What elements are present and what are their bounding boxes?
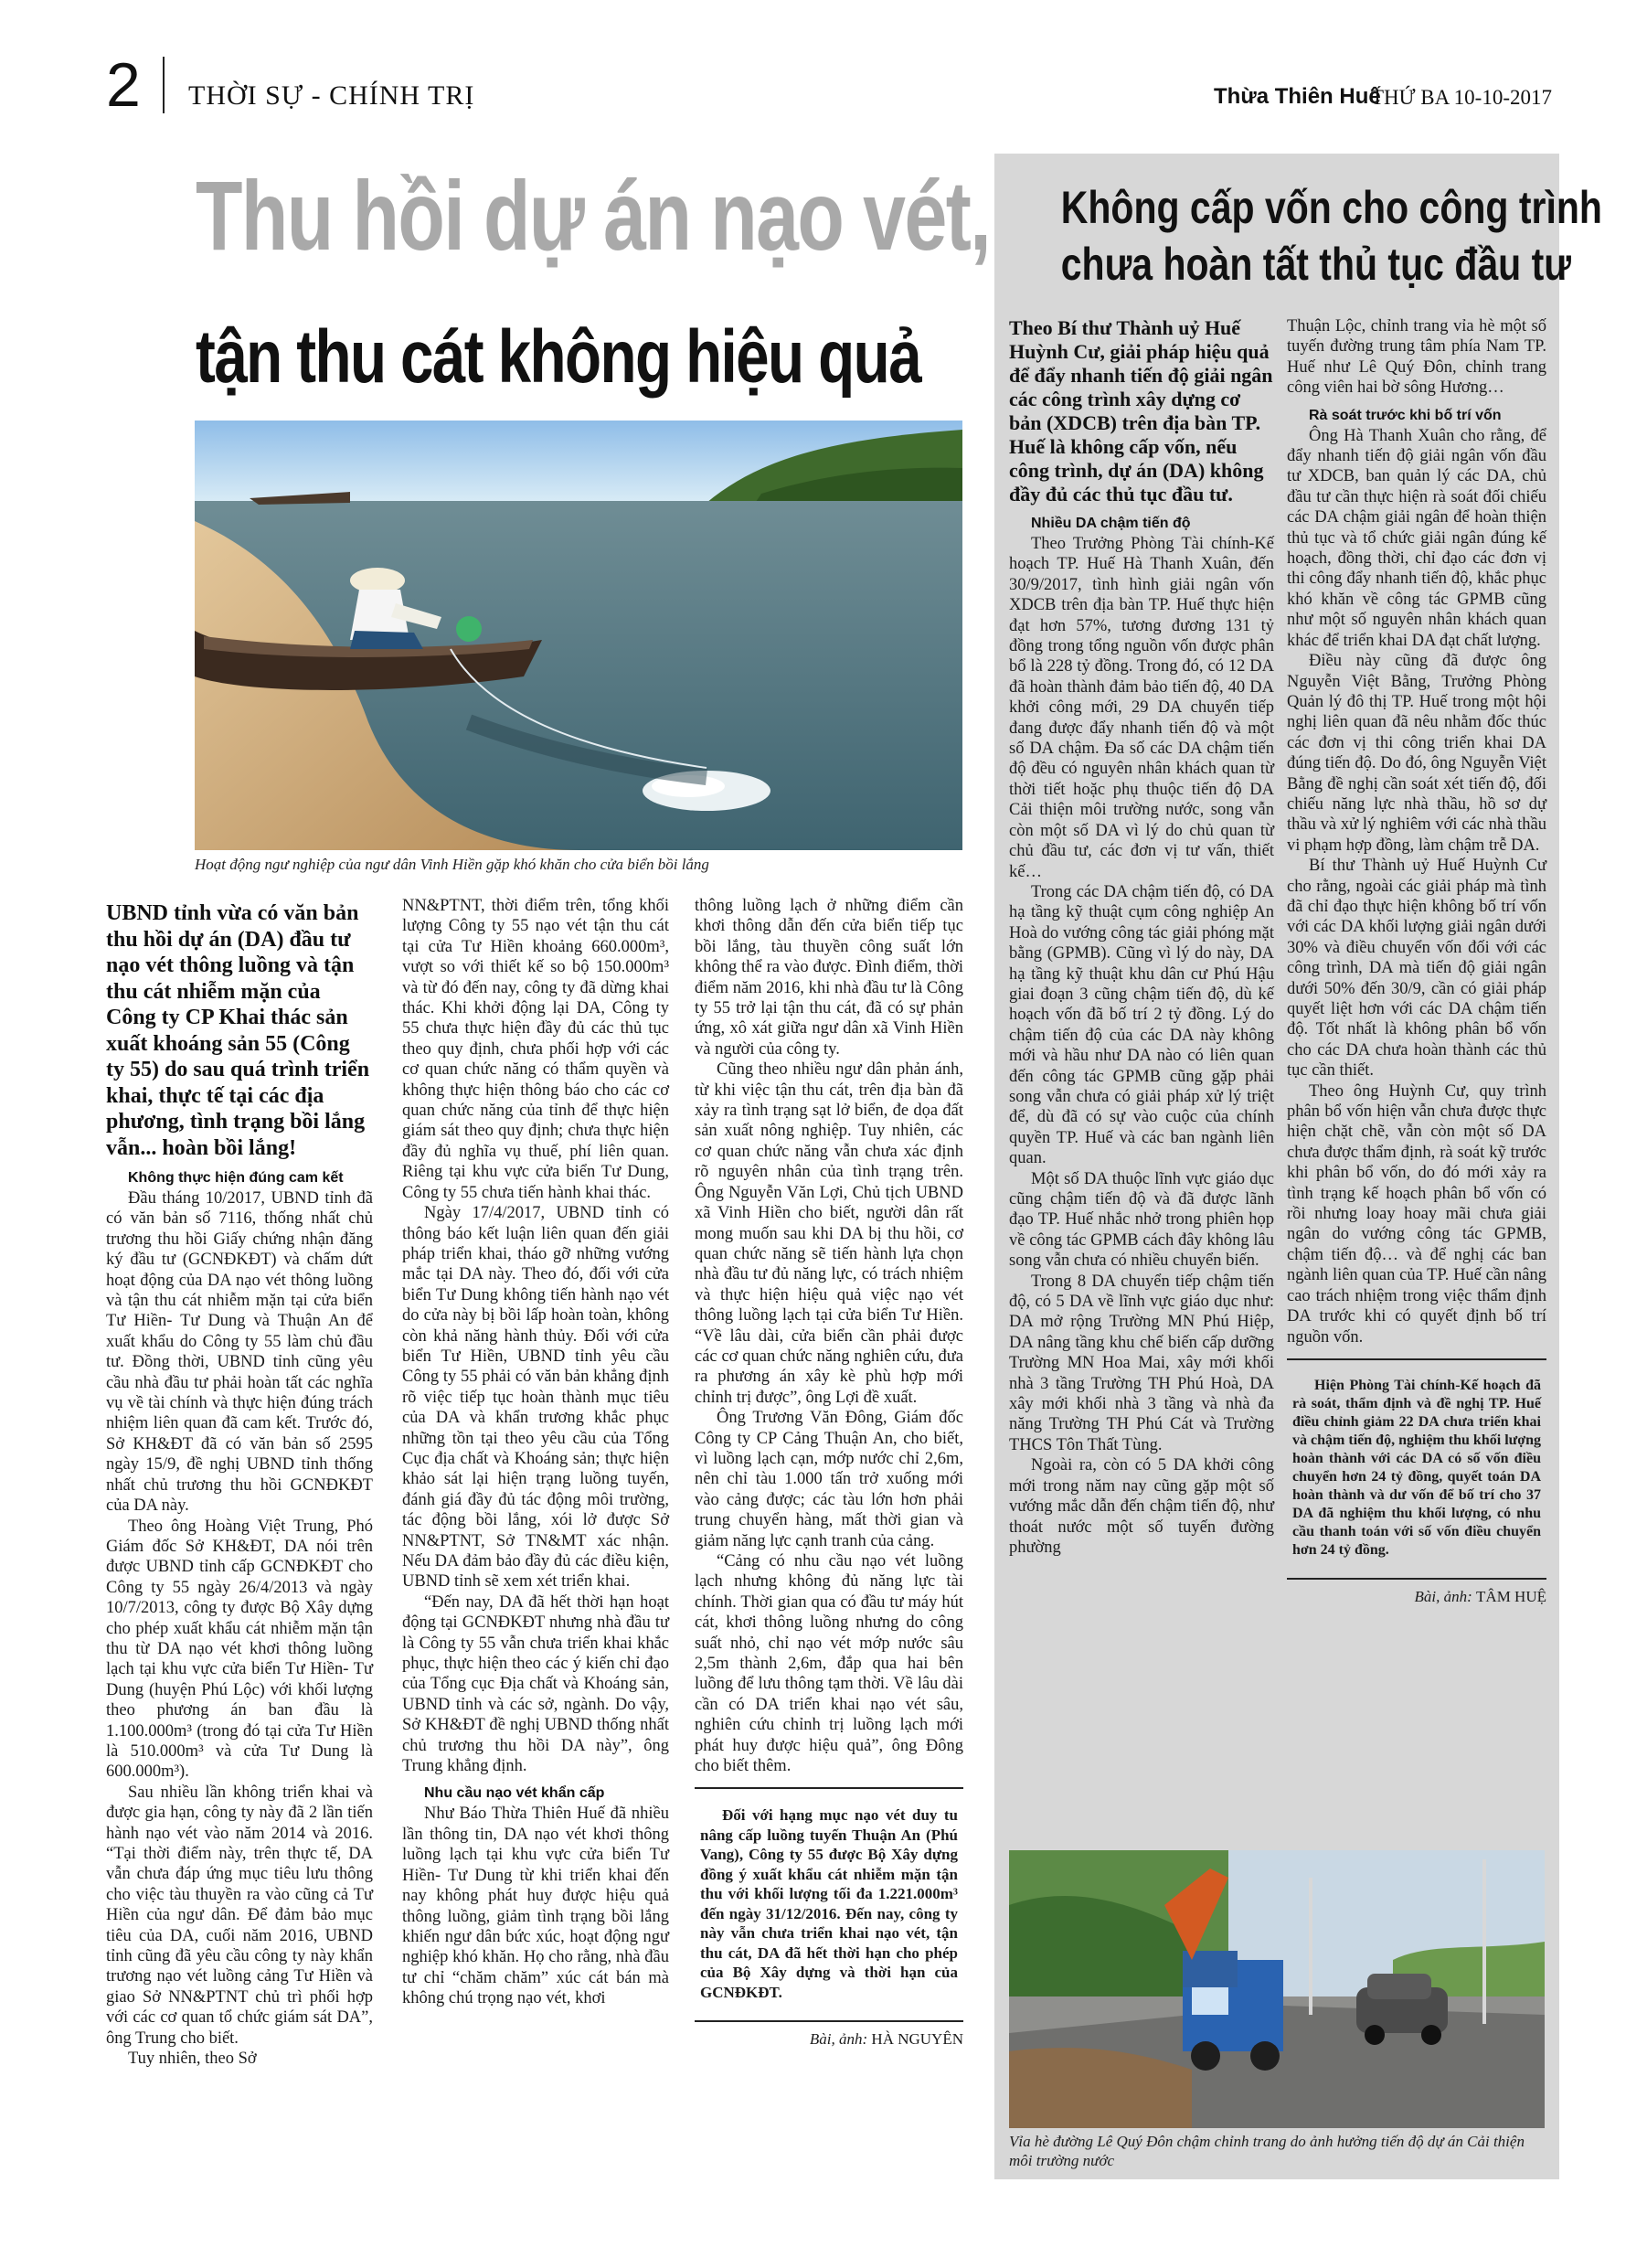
header-divider xyxy=(163,57,165,113)
page-number: 2 xyxy=(106,50,141,120)
article-paragraph: Ông Trương Văn Đông, Giám đốc Công ty CP Cảng Thuận An, cho biết, vì luồng lạch cạn, mớp nước chỉ 2,6m, nên chỉ tàu 1.000 tấn trở xuống mới vào cảng được; các tàu lớn hơn phải trung chuyển hàng, mất thời gian và giảm năng lực cạnh tranh của cảng. xyxy=(695,1409,963,1550)
sidebar-paragraph: Điều này cũng đã được ông Nguyễn Việt Bằng, Trưởng Phòng Quản lý đô thị TP. Huế trong một hội nghị liên quan đã nêu nhằm đốc thúc các đơn vị thi công triển khai DA đúng tiến độ. Do đó, ông Nguyễn Việt Bằng đề nghị cần soát xét tiến độ, đối chiếu năng lực nhà thầu, hồ sơ dự thầu và xử lý nghiêm với các nhà thầu vi phạm hợp đồng, làm chậm trễ DA. xyxy=(1287,652,1546,855)
article-title-line-2: tận thu cát không hiệu quả xyxy=(196,315,920,399)
sidebar-title-line-2: chưa hoàn tất thủ tục đầu tư xyxy=(1060,239,1571,290)
sidebar-column-1 xyxy=(1009,316,1274,1558)
sidebar-subhead-1: Nhiều DA chậm tiến độ xyxy=(1031,516,1191,531)
sidebar-photo-caption: Vỉa hè đường Lê Quý Đôn chậm chỉnh trang do ảnh hưởng tiến độ dự án Cải thiện môi trường nước xyxy=(1009,2133,1525,2169)
sidebar-paragraph: Trong các DA chậm tiến độ, có DA hạ tầng kỹ thuật cụm công nghiệp An Hoà do vướng công tác giải phóng mặt bằng (GPMB). Cũng vì lý do này, DA hạ tầng kỹ thuật khu dân cư Phú Hậu giai đoạn 3 cũng chậm tiến độ, dù kế hoạch vốn đã bố trí 2 tỷ đồng. Lý do chậm tiến độ của các DA này không mới và hầu như DA nào có liên quan đến công tác GPMB cũng gặp phải song vẫn chưa có giải pháp xử lý triệt để, dù đã có sự vào cuộc của chính quyền TP. Huế và các ban ngành liên quan. xyxy=(1009,882,1274,1168)
article-paragraph: Như Báo Thừa Thiên Huế đã nhiều lần thông tin, DA nạo vét khơi thông luồng lạch tại khu vực cửa biển Tư Hiền- Tư Dung từ khi triển khai đến nay không phát huy được hiệu quả thông luồng, giảm tình trạng bồi lắng khiến ngư dân bức xúc, hoạt động ngư nghiệp khó khăn. Họ cho rằng, nhà đầu tư chỉ “chăm chăm” xúc cát bán mà không chú trọng nạo vét, khơi xyxy=(402,1805,669,2008)
article-paragraph: Đầu tháng 10/2017, UBND tỉnh đã có văn bản số 7116, thống nhất chủ trương thu hồi Giấy chứng nhận đăng ký đầu tư (GCNĐKĐT) và chấm dứt hoạt động của DA nạo vét thông luồng và tận thu cát nhiễm mặn tại cửa biển Tư Hiền- Tư Dung và Thuận An để xuất khẩu do Công ty 55 làm chủ đầu tư. Đồng thời, UBND tỉnh cũng yêu cầu nhà đầu tư phải hoàn tất các nghĩa vụ về tài chính và thực hiện đúng trách nhiệm liên quan đã cam kết. Trước đó, Sở KH&ĐT đã có văn bản số 2595 ngày 15/9, đề nghị UBND tỉnh thống nhất chủ trương thu hồi GCNĐKĐT của DA này. xyxy=(106,1189,373,1516)
sidebar-title-line-1: Không cấp vốn cho công trình xyxy=(1060,182,1602,233)
sidebar-column-2 xyxy=(1287,316,1546,1607)
byline-label: Bài, ảnh: xyxy=(809,2030,868,2049)
article-paragraph: Ngày 17/4/2017, UBND tỉnh có thông báo kết luận liên quan đến giải pháp triển khai, tháo gỡ những vướng mắc tại DA này. Theo đó, đối với cửa biển Tư Dung không tiến hành nạo vét do cửa này bị bồi lấp hoàn toàn, không còn khả năng hành thủy. Đối với cửa biển Tư Hiền, UBND tỉnh yêu cầu Công ty 55 phải có văn bản khẳng định rõ việc tiếp tục hoàn thành mục tiêu của DA và khẩn trương khắc phục những tồn tại theo yêu cầu của Tổng Cục địa chất và Khoáng sản; thực hiện khảo sát lại hiện trạng luồng tuyến, đánh giá đầy đủ tác động môi trường, tác động bồi lắng, xói lở được Sở NN&PTNT, Sở TN&MT xác nhận. Nếu DA đảm bảo đầy đủ các điều kiện, UBND tỉnh sẽ xem xét triển khai. xyxy=(402,1204,669,1592)
article-paragraph: thông luồng lạch ở những điểm cần khơi thông dẫn đến cửa biển tiếp tục bồi lắng, tàu thuyền công suất lớn không thể ra vào được. Đình điểm, thời điểm năm 2016, khi nhà đầu tư là Công ty 55 trở lại tận thu cát, đã có sự phản ứng, xô xát giữa ngư dân xã Vinh Hiền và người của công ty. xyxy=(695,897,963,1059)
article-photo-fisher-boat xyxy=(195,421,962,850)
newspaper-name: Thừa Thiên Huế xyxy=(1214,84,1381,109)
sidebar-subhead-2: Rà soát trước khi bố trí vốn xyxy=(1309,407,1502,423)
article-column-1 xyxy=(106,900,373,2069)
article-paragraph: “Cảng có nhu cầu nạo vét luồng lạch nhưng không đủ năng lực tài chính. Thời gian qua có đầu tư máy hút cát, khơi thông luồng nhưng do công suất nhỏ, chỉ nạo vét mớp nước sâu 2,5m thành 2,6m, đắp qua hai bên luồng để lưu thông tạm thời. Về lâu dài cần có DA triển khai nạo vét sâu, nghiên cứu chỉnh trị luồng lạch mới phát huy được hiệu quả”, ông Đông cho biết thêm. xyxy=(695,1552,963,1776)
article-column-2 xyxy=(402,896,669,2009)
article-note-box: Đối với hạng mục nạo vét duy tu nâng cấp luồng tuyến Thuận An (Phú Vang), Công ty 55 được Bộ Xây dựng đồng ý xuất khẩu cát nhiễm mặn tận thu với khối lượng tối đa 1.221.000m³ đến ngày 31/12/2016. Đến nay, công ty này vẫn chưa triển khai nạo vét, tận thu cát, DA đã hết thời hạn cho phép của Bộ Xây dựng và thời hạn của GCNĐKĐT. xyxy=(695,1787,963,2011)
sidebar-paragraph: Một số DA thuộc lĩnh vực giáo dục cũng chậm tiến độ và đã được lãnh đạo TP. Huế nhắc nhở trong phiên họp về công tác GPMB cách đây không lâu song vẫn chưa có nhiều chuyển biến. xyxy=(1009,1169,1274,1271)
sidebar-paragraph: Trong 8 DA chuyển tiếp chậm tiến độ, có 5 DA về lĩnh vực giáo dục như: DA mở rộng Trường MN Phú Hiệp, DA nâng tầng khu chế biến cấp dưỡng Trường MN Hoa Mai, xây mới khối nhà 3 tầng Trường TH Phú Hoà, DA xây mới khối nhà 3 tầng và nhà đa năng Trường TH Phú Cát và Trường THCS Tôn Thất Tùng. xyxy=(1009,1272,1274,1454)
sidebar-byline xyxy=(1287,1578,1546,1607)
article-paragraph: Tuy nhiên, theo Sở xyxy=(128,2050,257,2069)
sidebar-paragraph: Thuận Lộc, chỉnh trang vỉa hè một số tuyến đường trung tâm phía Nam TP. Huế như Lê Quý Đôn, chỉnh trang công viên hai bờ sông Hương… xyxy=(1287,317,1546,398)
byline-author: HÀ NGUYÊN xyxy=(871,2030,963,2049)
sidebar-paragraph: Theo Trưởng Phòng Tài chính-Kế hoạch TP. Huế Hà Thanh Xuân, đến 30/9/2017, tình hình giải ngân vốn XDCB trên địa bàn TP. Huế thực hiện đạt hơn 57%, tương đương 131 tỷ đồng trong tổng nguồn vốn được phân bổ là 228 tỷ đồng. Trong đó, có 12 DA đã hoàn thành đảm bảo tiến độ, 40 DA khởi công mới, 29 DA chuyển tiếp đang được đẩy nhanh tiến độ và một số DA chậm. Đa số các DA chậm tiến độ đều có nguyên nhân khách quan từ thời tiết hoặc phụ thuộc tiến độ DA Cải thiện môi trường nước, song vẫn còn một số DA vì lý do chủ quan từ chủ đầu tư, các đơn vị tư vấn, thiết kế… xyxy=(1009,535,1274,881)
sidebar-paragraph: Bí thư Thành uỷ Huế Huỳnh Cư cho rằng, ngoài các giải pháp mà tình đã chỉ đạo thực hiện không bố trí vốn với các DA khối lượng giải ngân dưới 30% và điều chuyển vốn đối với các công trình, DA mà tiến độ giải ngân dưới 50% đến 30/9, cần có giải pháp quyết liệt hơn với các DA chậm tiến độ. Tốt nhất là không phân bổ vốn cho các DA chưa hoàn thành các thủ tục cần thiết. xyxy=(1287,857,1546,1081)
sidebar-photo-illustration xyxy=(1009,1850,1545,2128)
article-subhead-1: Không thực hiện đúng cam kết xyxy=(128,1170,344,1186)
sidebar-lead: Theo Bí thư Thành uỷ Huế Huỳnh Cư, giải pháp hiệu quả để đẩy nhanh tiến độ giải ngân các công trình xây dựng cơ bản (XDCB) trên địa bàn TP. Huế là không cấp vốn, nếu công trình, dự án (DA) không đầy đủ các thủ tục đầu tư. xyxy=(1009,316,1273,506)
article-photo-caption: Hoạt động ngư nghiệp của ngư dân Vinh Hiền gặp khó khăn cho cửa biển bồi lắng xyxy=(195,856,709,873)
article-paragraph: “Đến nay, DA đã hết thời hạn hoạt động tại GCNĐKĐT nhưng nhà đầu tư là Công ty 55 vẫn chưa triển khai khắc phục, thực hiện theo các ý kiến chỉ đạo của Tổng cục Địa chất và Khoáng sản, UBND tỉnh và các sở, ngành. Do vậy, Sở KH&ĐT đề nghị UBND thống nhất chủ trương thu hồi DA này”, ông Trung khẳng định. xyxy=(402,1592,669,1776)
photo-illustration xyxy=(195,421,962,850)
article-subhead-2: Nhu cầu nạo vét khẩn cấp xyxy=(424,1785,605,1802)
article-paragraph: Theo ông Hoàng Việt Trung, Phó Giám đốc Sở KH&ĐT, DA nói trên được UBND tỉnh cấp GCNĐKĐT cho Công ty 55 ngày 26/4/2013 và ngày 10/7/2013, công ty được Bộ Xây dựng cho phép xuất khẩu cát nhiễm mặn tận thu từ DA nạo vét khơi thông luồng lạch tại khu vực cửa biển Tư Hiền- Tư Dung (huyện Phú Lộc) với khối lượng theo phương án ban đầu là 1.100.000m³ (trong đó tại cửa Tư Hiền là 510.000m³ và cửa Tư Dung là 600.000m³). xyxy=(106,1517,373,1782)
sidebar-photo-street-works xyxy=(1009,1850,1545,2128)
section-title: THỜI SỰ - CHÍNH TRỊ xyxy=(188,80,475,111)
issue-date: THỨ BA 10-10-2017 xyxy=(1371,86,1553,109)
article-lead: UBND tỉnh vừa có văn bản thu hồi dự án (DA) đầu tư nạo vét thông luồng và tận thu cát nhiễm mặn của Công ty CP Khai thác sản xuất khoáng sản 55 (Công ty 55) do sau quá trình triển khai, thực tế tại các địa phương, tình trạng bồi lắng vẫn... hoàn bồi lắng! xyxy=(106,901,370,1160)
byline-author: TÂM HUỆ xyxy=(1476,1587,1546,1605)
article-paragraph: Cũng theo nhiều ngư dân phản ánh, từ khi việc tận thu cát, trên địa bàn đã xảy ra tình trạng sạt lở biển, đe dọa đất sản xuất nông nghiệp. Tuy nhiên, các cơ quan chức năng vẫn chưa xác định rõ nguyên nhân của tình trạng trên. Ông Nguyễn Văn Lợi, Chủ tịch UBND xã Vinh Hiền cho biết, người dân rất mong muốn sau khi DA bị thu hồi, cơ quan chức năng sẽ tiến hành lựa chọn nhà đầu tư đủ năng lực, có trách nhiệm và thực hiện hiệu quả việc nạo vét thông luồng lạch tại cửa biển Tư Hiền. “Về lâu dài, cửa biển cần phải được các cơ quan chức năng nghiên cứu, đưa ra phương án xây kè phù hợp mới chỉnh trị được”, ông Lợi đề xuất. xyxy=(695,1060,963,1407)
sidebar-paragraph: Ngoài ra, còn có 5 DA khởi công mới trong năm nay cũng gặp một số vướng mắc dẫn đến chậm tiến độ, như thoát nước một số tuyến đường phường xyxy=(1009,1456,1274,1557)
sidebar-title xyxy=(1060,179,1602,293)
sidebar-paragraph: Theo ông Huỳnh Cư, quy trình phân bổ vốn hiện vẫn chưa được thực hiện chặt chẽ, vẫn còn một số DA chưa được thẩm định, rà soát kỹ trước khi phân bổ vốn, do đó mới xảy ra tình trạng kế hoạch phân bổ vốn có rồi nhưng loay hoay mãi chưa giải ngân do vướng công tác GPMB, chậm tiến độ… và để nghị các ban ngành liên quan của TP. Huế cần nâng cao trách nhiệm trong việc thẩm định DA trước khi có quyết định bố trí nguồn vốn. xyxy=(1287,1081,1546,1347)
article-title-line-1: Thu hồi dự án nạo vét, xyxy=(196,160,991,271)
article-column-3 xyxy=(695,896,963,2050)
article-paragraph: Sau nhiều lần không triển khai và được gia hạn, công ty này đã 2 lần tiến hành nạo vét vào năm 2014 và 2016. “Tại thời điểm này, trên thực tế, DA vẫn chưa đáp ứng mục tiêu lưu thông cho việc tàu thuyền ra vào cũng cả Tư Hiền của ngư dân. Để đảm bảo mục tiêu của DA, cuối năm 2016, UBND tỉnh cũng đã yêu cầu công ty này khẩn trương nạo vét luồng cảng Tư Hiền và giao Sở NN&PTNT chủ trì phối hợp với các cơ quan tổ chức giám sát DA”, ông Trung cho biết. xyxy=(106,1783,373,2048)
article-byline xyxy=(695,2020,963,2050)
byline-label: Bài, ảnh: xyxy=(1414,1587,1472,1605)
sidebar-paragraph: Ông Hà Thanh Xuân cho rằng, để đẩy nhanh tiến độ giải ngân vốn đầu tư XDCB, ban quản lý các DA, chủ đầu tư cần thực hiện rà soát đối chiếu các DA chậm giải ngân để hoàn thiện thủ tục và tổ chức giải ngân đúng kế hoạch, đồng thời, chỉ đạo các đơn vị thi công đẩy nhanh tiến độ, khắc phục khó khăn về công tác GPMB cũng như một số nguyên nhân khách quan khác để triển khai DA đạt chất lượng. xyxy=(1287,426,1546,650)
article-paragraph: NN&PTNT, thời điểm trên, tổng khối lượng Công ty 55 nạo vét tận thu cát tại cửa Tư Hiền khoảng 660.000m³, vượt so với thiết kế so bộ 150.000m³ và từ đó đến nay, công ty đã dừng khai thác. Khi khởi động lại DA, Công ty 55 chưa thực hiện đầy đủ các thủ tục theo quy định, chưa phối hợp với các cơ quan chức năng có thẩm quyền và không thực hiện thông báo cho các cơ quan chức năng của tỉnh để thực hiện giám sát theo quy định; chưa thực hiện đầy đủ nghĩa vụ thuế, phí liên quan. Riêng tại khu vực cửa biển Tư Dung, Công ty 55 chưa tiến hành khai thác. xyxy=(402,897,669,1202)
sidebar-note-box: Hiện Phòng Tài chính-Kế hoạch đã rà soát, thẩm định và đề nghị TP. Huế điều chỉnh giảm 22 DA chưa triển khai và chậm tiến độ, nghiệm thu khối lượng hoàn thành với các DA có số vốn điều chuyển hơn 24 tỷ đồng, quyết toán DA hoàn thành và dư vốn để bố trí cho 37 DA đã nghiệm thu khối lượng, có nhu cầu thanh toán với số vốn điều chuyển hơn 24 tỷ đồng. xyxy=(1287,1358,1546,1569)
